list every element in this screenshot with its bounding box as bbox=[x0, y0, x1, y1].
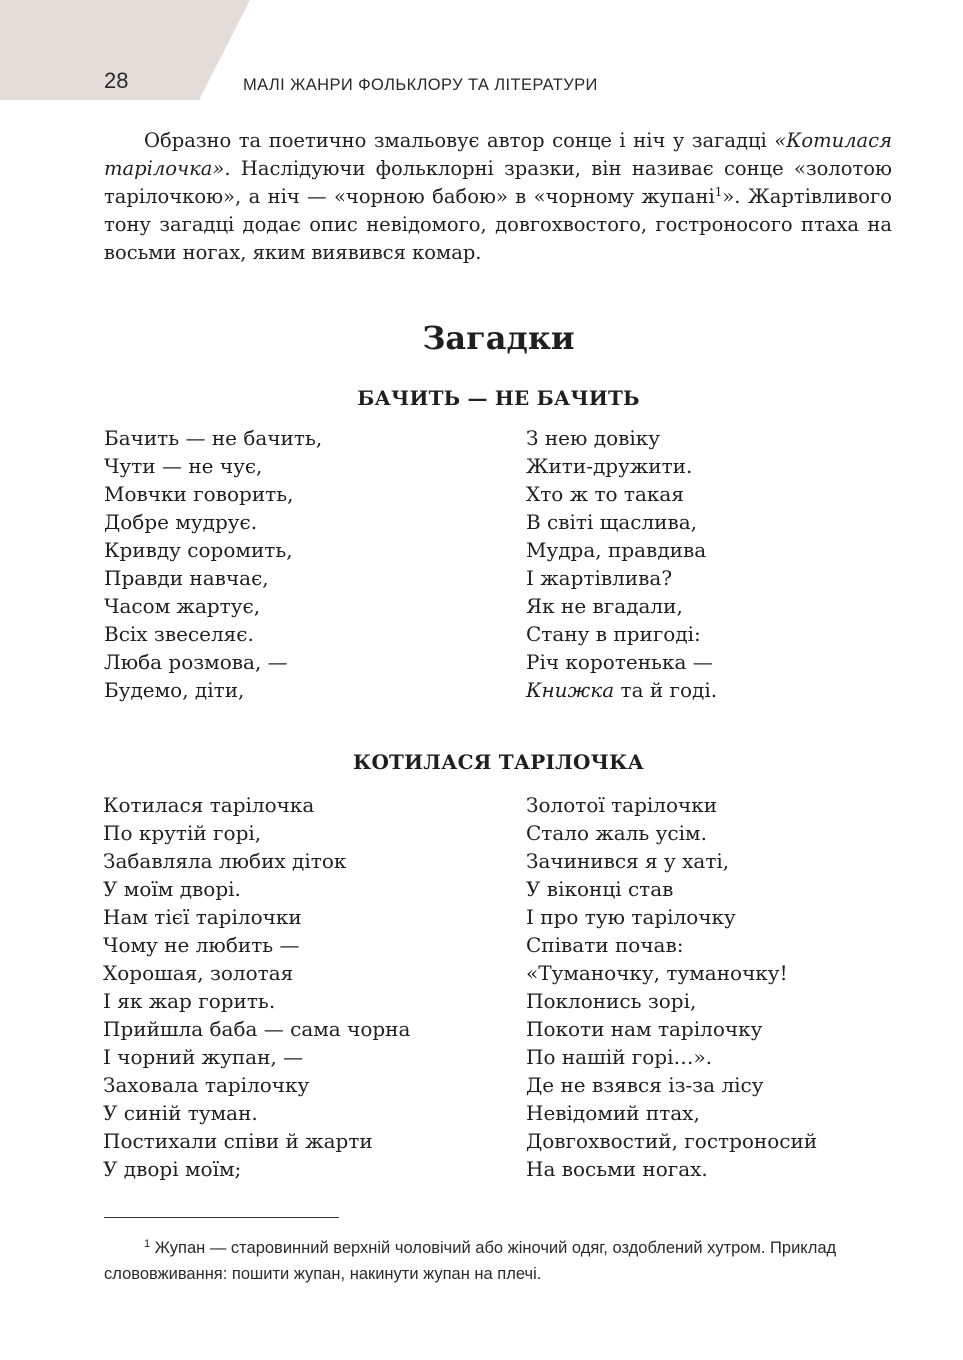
verse-line: Люба розмова, — bbox=[104, 650, 288, 674]
verse-line: Річ коротенька — bbox=[526, 650, 713, 674]
verse-line: Стану в пригоді: bbox=[526, 622, 701, 646]
verse-line: Хто ж то такая bbox=[526, 482, 684, 506]
footnote bbox=[104, 1235, 894, 1287]
verse-line: І жартівлива? bbox=[526, 566, 673, 590]
verse-line: У віконці став bbox=[526, 877, 674, 901]
verse-line: Як не вгадали, bbox=[526, 594, 683, 618]
intro-title-ref: «Котилася тарілочка» bbox=[104, 129, 892, 180]
intro-text-1: Образно та поетично змальовує автор сонце і ніч у загадці bbox=[144, 129, 775, 152]
footnote-text: Жупан — старовинний верхній чоловічий або жіночий одяг, оздоблений хутром. Приклад слововживання: пошити жупан, накинути жупан на плечі. bbox=[104, 1239, 837, 1283]
riddle-1-left-column bbox=[104, 424, 322, 704]
verse-line: І чорний жупан, — bbox=[103, 1045, 304, 1069]
footnote-mark: 1 bbox=[144, 1238, 151, 1250]
riddle-2-heading: КОТИЛАСЯ ТАРІЛОЧКА bbox=[353, 750, 644, 774]
verse-line: У моїм дворі. bbox=[103, 877, 241, 901]
intro-text-3: ». Жартівливого тону загадці додає опис невідомого, довгохвостого, гостроносого птаха на восьми ногах, яким виявився комар. bbox=[104, 185, 892, 264]
verse-line: У дворі моїм; bbox=[103, 1157, 242, 1181]
verse-line: Добре мудрує. bbox=[104, 510, 258, 534]
verse-line: Невідомий птах, bbox=[526, 1101, 700, 1125]
verse-line: Стало жаль усім. bbox=[526, 821, 707, 845]
verse-line: По крутій горі, bbox=[103, 821, 262, 845]
riddle-1-right-column bbox=[526, 424, 717, 704]
intro-text-2: . Наслідуючи фольклорні зразки, він називає сонце «золотою тарілочкою», а ніч — «чорною бабою» в «чорному жупані bbox=[104, 157, 892, 208]
verse-line: Нам тієї тарілочки bbox=[103, 905, 302, 929]
verse-line: Часом жартує, bbox=[104, 594, 261, 618]
verse-line: Забавляла любих діток bbox=[103, 849, 347, 873]
footnote-divider bbox=[104, 1217, 339, 1218]
footnote-reference[interactable]: 1 bbox=[714, 185, 723, 199]
verse-line: Мудра, правдива bbox=[526, 538, 707, 562]
verse-line: Співати почав: bbox=[526, 933, 684, 957]
verse-line: Мовчки говорить, bbox=[104, 482, 294, 506]
intro-paragraph bbox=[104, 127, 892, 267]
verse-line: Де не взявся із-за лісу bbox=[526, 1073, 764, 1097]
verse-line: Котилася тарілочка bbox=[103, 793, 315, 817]
verse-line: По нашій горі…». bbox=[526, 1045, 713, 1069]
page-number: 28 bbox=[104, 68, 129, 93]
verse-line: Бачить — не бачить, bbox=[104, 426, 323, 450]
verse-line: Чому не любить — bbox=[103, 933, 300, 957]
verse-line: Заховала тарілочку bbox=[103, 1073, 310, 1097]
verse-line: Довгохвостий, гостроносий bbox=[526, 1129, 818, 1153]
verse-line: І як жар горить. bbox=[103, 989, 276, 1013]
verse-line: Чути — не чує, bbox=[104, 454, 263, 478]
riddle-2-left-column bbox=[103, 791, 410, 1183]
riddle-1-heading: БАЧИТЬ — НЕ БАЧИТЬ bbox=[357, 386, 640, 410]
riddle-2-right-column bbox=[526, 791, 817, 1183]
verse-line: Прийшла баба — сама чорна bbox=[103, 1017, 411, 1041]
verse-line: Постихали співи й жарти bbox=[103, 1129, 373, 1153]
verse-line: «Туманочку, туманочку! bbox=[526, 961, 788, 985]
verse-line: Кривду соромить, bbox=[104, 538, 293, 562]
verse-line: Золотої тарілочки bbox=[526, 793, 718, 817]
verse-line: На восьми ногах. bbox=[526, 1157, 708, 1181]
verse-line: З нею довіку bbox=[526, 426, 661, 450]
verse-line: Покоти нам тарілочку bbox=[526, 1017, 763, 1041]
verse-line: Будемо, діти, bbox=[104, 678, 245, 702]
riddle-1-answer: Книжка bbox=[526, 678, 615, 702]
verse-line: Всіх звеселяє. bbox=[104, 622, 254, 646]
verse-line: Жити-дружити. bbox=[526, 454, 693, 478]
verse-line: Правди навчає, bbox=[104, 566, 269, 590]
section-title: Загадки bbox=[422, 319, 575, 357]
verse-line-tail: та й годі. bbox=[614, 678, 718, 702]
verse-line: І про тую тарілочку bbox=[526, 905, 736, 929]
running-title: МАЛІ ЖАНРИ ФОЛЬКЛОРУ ТА ЛІТЕРАТУРИ bbox=[243, 76, 598, 94]
verse-line: У синій туман. bbox=[103, 1101, 258, 1125]
verse-line: Зачинився я у хаті, bbox=[526, 849, 730, 873]
verse-line: Поклонись зорі, bbox=[526, 989, 697, 1013]
verse-line: В світі щаслива, bbox=[526, 510, 698, 534]
verse-line-answer bbox=[526, 676, 717, 704]
verse-line: Хорошая, золотая bbox=[103, 961, 294, 985]
